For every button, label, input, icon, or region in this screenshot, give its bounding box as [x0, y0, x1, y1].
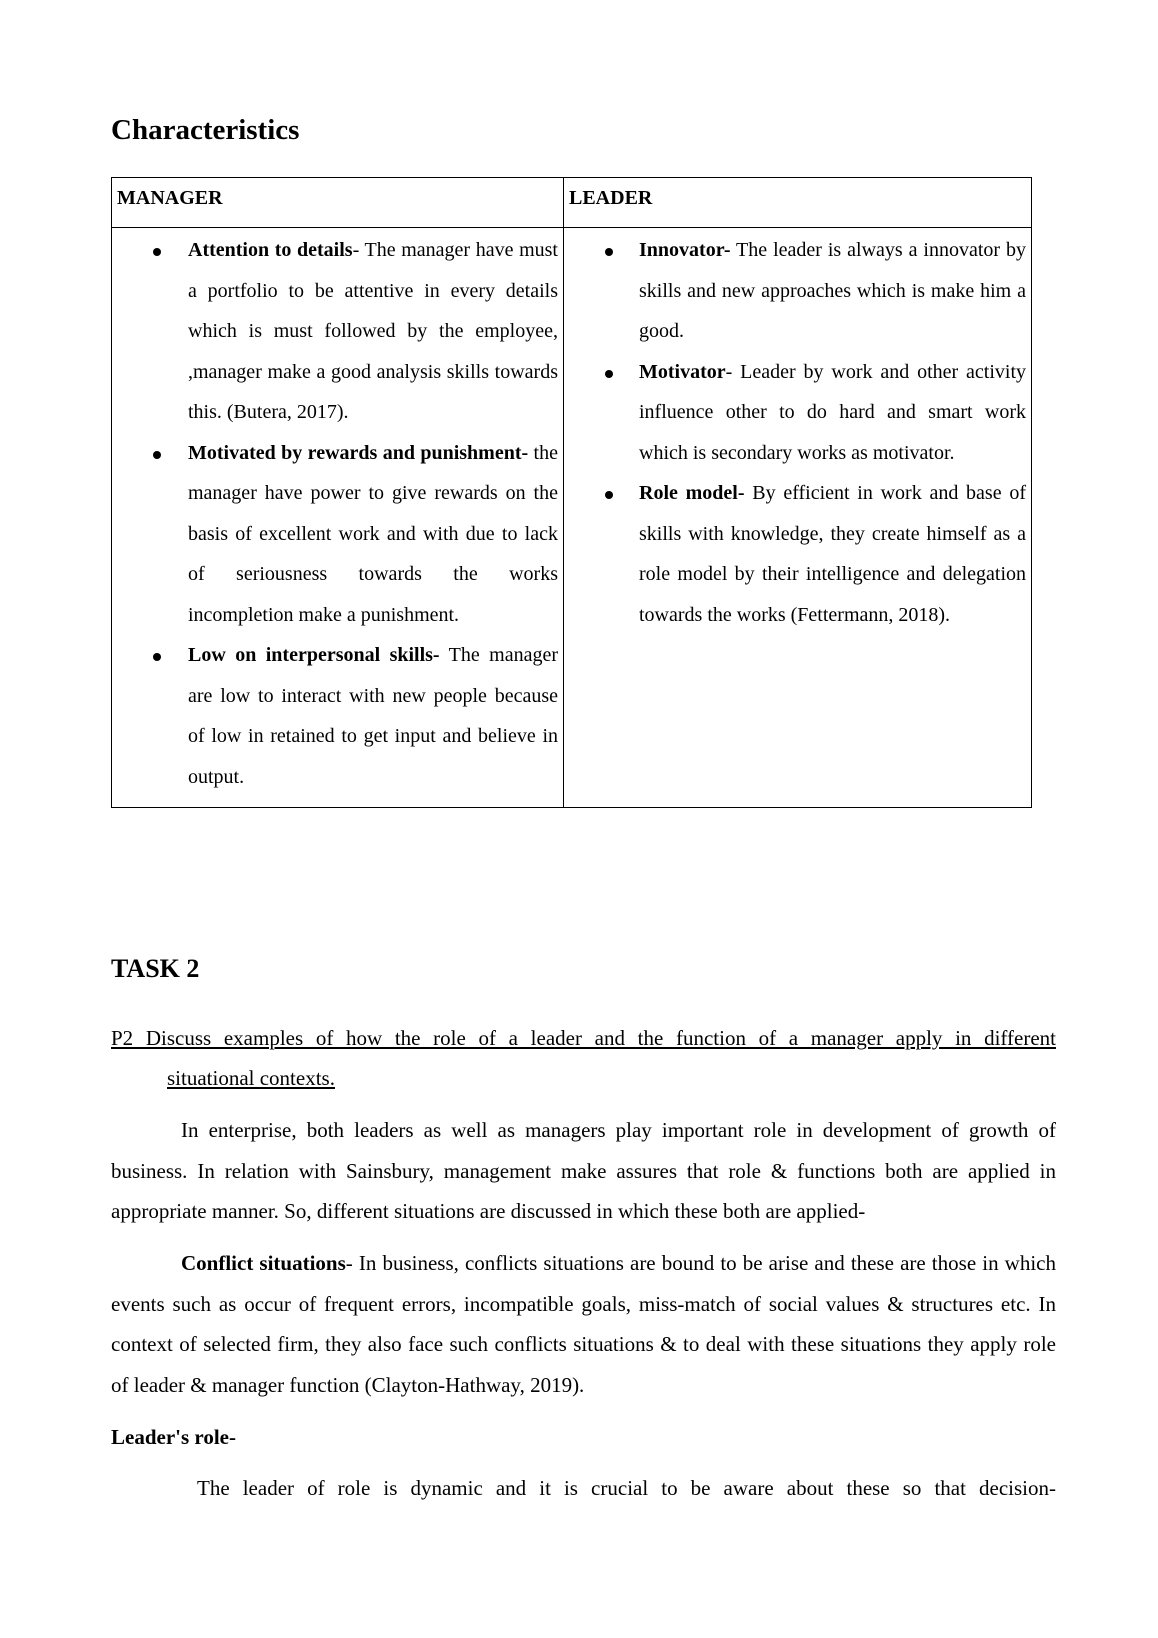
list-item — [112, 433, 558, 636]
item-separator: - — [352, 239, 360, 261]
item-text: Leader by work and other activity influence other to do hard and smart work which is secondary works as motivator. — [639, 360, 1026, 464]
list-item — [112, 230, 558, 433]
item-separator: - — [725, 360, 733, 383]
characteristics-heading: Characteristics — [111, 114, 300, 146]
list-item — [564, 352, 1026, 474]
task-2-heading: TASK 2 — [111, 954, 200, 983]
characteristics-table — [111, 177, 1032, 808]
leader-column-header: LEADER — [564, 178, 1032, 228]
bullet-icon — [153, 653, 161, 661]
list-item — [564, 473, 1026, 635]
bullet-icon — [153, 248, 161, 256]
list-item — [112, 635, 558, 797]
conflict-situations-title: Conflict situations — [181, 1251, 346, 1275]
item-title: Motivator — [639, 360, 726, 383]
leader-characteristics-list — [564, 230, 1026, 635]
leader-column-cell — [564, 228, 1032, 808]
bullet-icon — [605, 248, 613, 256]
item-title: Motivated by rewards and punishment- — [188, 441, 529, 464]
leaders-role-heading: Leader's role- — [111, 1425, 236, 1449]
manager-characteristics-list — [112, 230, 558, 797]
conflict-situations-text: - In business, conflicts situations are bound to be arise and these are those in which events such as occur of frequent errors, incompatible goals, miss-match of social values & structures etc. In context of selected firm, they also face such conflicts situations & to deal with these situations they apply role of leader & manager function (Clayton-Hathway, 2019). — [111, 1251, 1056, 1397]
bullet-icon — [605, 491, 613, 499]
bullet-icon — [605, 370, 613, 378]
table-body-row — [112, 228, 1032, 808]
item-title: Innovator- — [639, 239, 731, 261]
manager-column-cell — [112, 228, 564, 808]
intro-paragraph: In enterprise, both leaders as well as managers play important role in development of growth of business. In relation with Sainsbury, management make assures that role & functions both are applied in appropriate manner. So, different situations are discussed in which these both are applied- — [111, 1118, 1056, 1223]
leaders-role-paragraph: The leader of role is dynamic and it is crucial to be aware about these so that decision- — [197, 1476, 1056, 1500]
conflict-situations-paragraph — [111, 1243, 1056, 1405]
list-item — [564, 230, 1026, 352]
task-prompt-line-1: P2 Discuss examples of how the role of a leader and the function of a manager apply in different — [111, 1026, 1056, 1050]
item-text: By efficient in work and base of skills with knowledge, they create himself as a role model by their intelligence and delegation towards the works (Fettermann, 2018). — [639, 482, 1026, 626]
item-title: Low on interpersonal skills- — [188, 644, 440, 666]
bullet-icon — [153, 451, 161, 459]
manager-column-header: MANAGER — [112, 178, 564, 228]
item-text: The manager have must a portfolio to be attentive in every details which is must followed by the employee, ,manager make a good analysis skills towards this. (Butera, 2017). — [188, 239, 558, 423]
item-title: Attention to details — [188, 239, 353, 261]
item-text: the manager have power to give rewards on the basis of excellent work and with due to lack of seriousness towards the works incompletion make a punishment. — [188, 441, 558, 626]
item-text: The leader is always a innovator by skills and new approaches which is make him a good. — [639, 239, 1026, 342]
item-title: Role model- — [639, 482, 745, 504]
task-prompt — [111, 1018, 1056, 1098]
task-prompt-line-2: situational contexts. — [167, 1066, 335, 1090]
table-header-row — [112, 178, 1032, 228]
item-text: The manager are low to interact with new people because of low in retained to get input and believe in output. — [188, 644, 558, 788]
